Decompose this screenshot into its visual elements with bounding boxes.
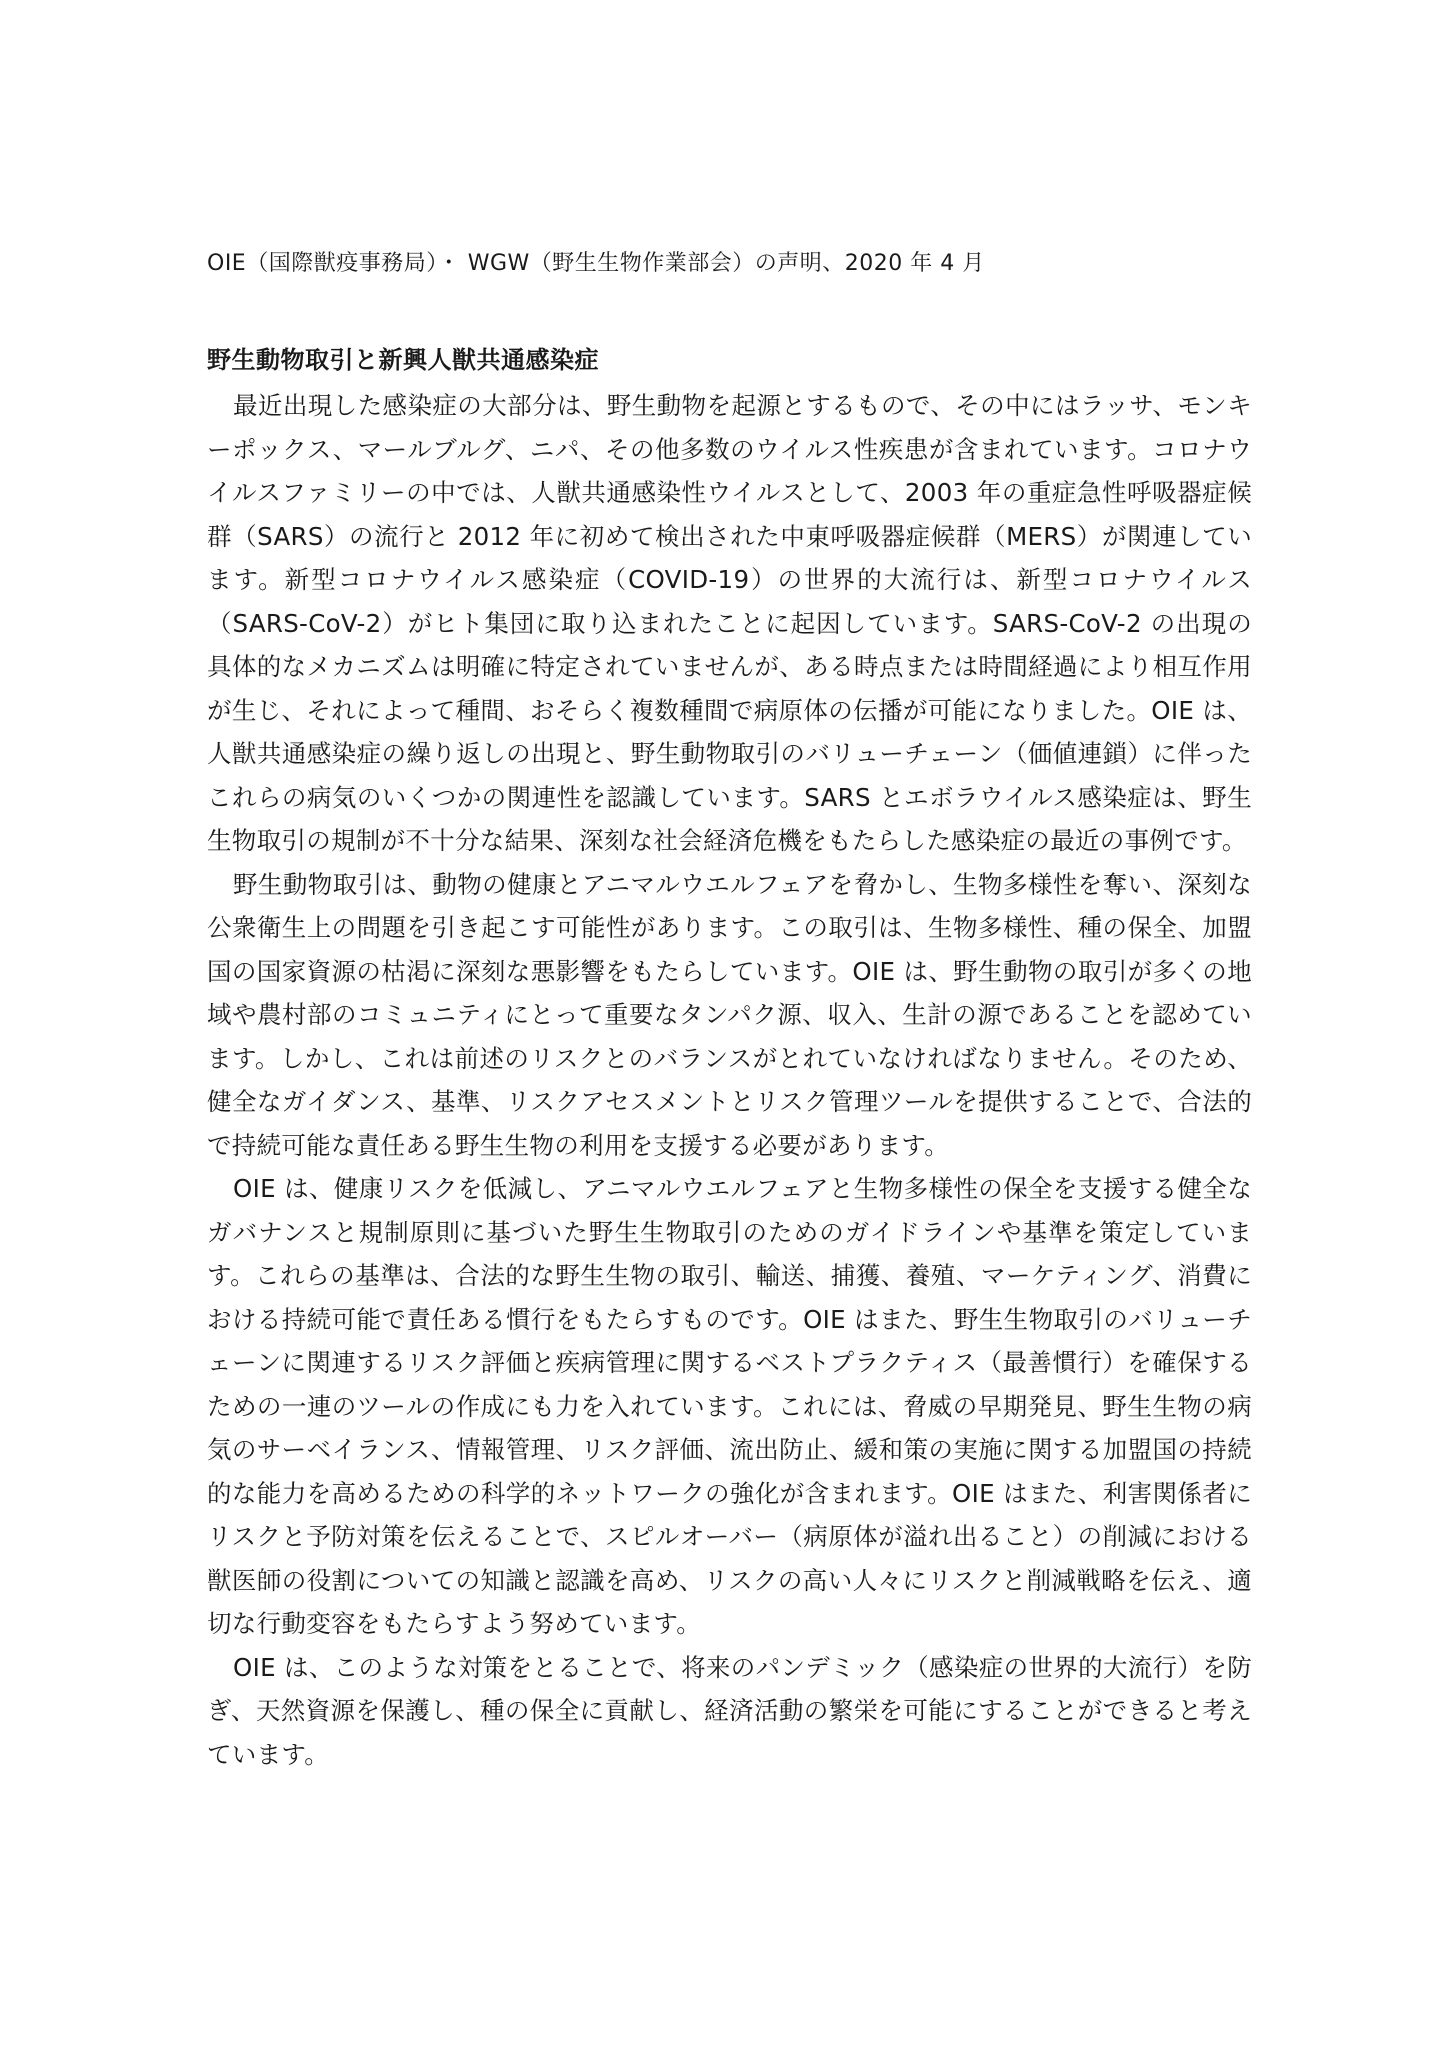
paragraph-4: OIE は、このような対策をとることで、将来のパンデミック（感染症の世界的大流行）を防ぎ、天然資源を保護し、種の保全に貢献し、経済活動の繁栄を可能にすることができると考えています。 — [207, 1652, 1252, 1769]
statement-header: OIE（国際獣疫事務局）・ WGW（野生生物作業部会）の声明、2020 年 4 月 — [207, 251, 985, 276]
paragraph-2: 野生動物取引は、動物の健康とアニマルウエルフェアを脅かし、生物多様性を奪い、深刻な公衆衛生上の問題を引き起こす可能性があります。この取引は、生物多様性、種の保全、加盟国の国家資源の枯渇に深刻な悪影響をもたらしています。OIE は、野生動物の取引が多くの地域や農村部のコミュニティにとって重要なタンパク源、収入、生計の源であることを認めています。しかし、これは前述のリスクとのバランスがとれていなければなりません。そのため、健全なガイダンス、基準、リスクアセスメントとリスク管理ツールを提供することで、合法的で持続可能な責任ある野生生物の利用を支援する必要があります。 — [207, 869, 1252, 1160]
document-body — [207, 340, 1252, 1776]
paragraph-3: OIE は、健康リスクを低減し、アニマルウエルフェアと生物多様性の保全を支援する健全なガバナンスと規制原則に基づいた野生生物取引のためのガイドラインや基準を策定しています。これらの基準は、合法的な野生生物の取引、輸送、捕獲、養殖、マーケティング、消費における持続可能で責任ある慣行をもたらすものです。OIE はまた、野生生物取引のバリューチェーンに関連するリスク評価と疾病管理に関するベストプラクティス（最善慣行）を確保するための一連のツールの作成にも力を入れています。これには、脅威の早期発見、野生生物の病気のサーベイランス、情報管理、リスク評価、流出防止、緩和策の実施に関する加盟国の持続的な能力を高めるための科学的ネットワークの強化が含まれます。OIE はまた、利害関係者にリスクと予防対策を伝えることで、スピルオーバー（病原体が溢れ出ること）の削減における獣医師の役割についての知識と認識を高め、リスクの高い人々にリスクと削減戦略を伝え、適切な行動変容をもたらすよう努めています。 — [207, 1174, 1252, 1638]
paragraph-1: 最近出現した感染症の大部分は、野生動物を起源とするもので、その中にはラッサ、モンキーポックス、マールブルグ、ニパ、その他多数のウイルス性疾患が含まれています。コロナウイルスファミリーの中では、人獣共通感染性ウイルスとして、2003 年の重症急性呼吸器症候群（SARS）の流行と 2012 年に初めて検出された中東呼吸器症候群（MERS）が関連しています。新型コロナウイルス感染症（COVID-19）の世界的大流行は、新型コロナウイルス（SARS-CoV-2）がヒト集団に取り込まれたことに起因しています。SARS-CoV-2 の出現の具体的なメカニズムは明確に特定されていませんが、ある時点または時間経過により相互作用が生じ、それによって種間、おそらく複数種間で病原体の伝播が可能になりました。OIE は、人獣共通感染症の繰り返しの出現と、野生動物取引のバリューチェーン（価値連鎖）に伴ったこれらの病気のいくつかの関連性を認識しています。SARS とエボラウイルス感染症は、野生生物取引の規制が不十分な結果、深刻な社会経済危機をもたらした感染症の最近の事例です。 — [207, 391, 1252, 855]
section-title: 野生動物取引と新興人獣共通感染症 — [207, 346, 599, 374]
